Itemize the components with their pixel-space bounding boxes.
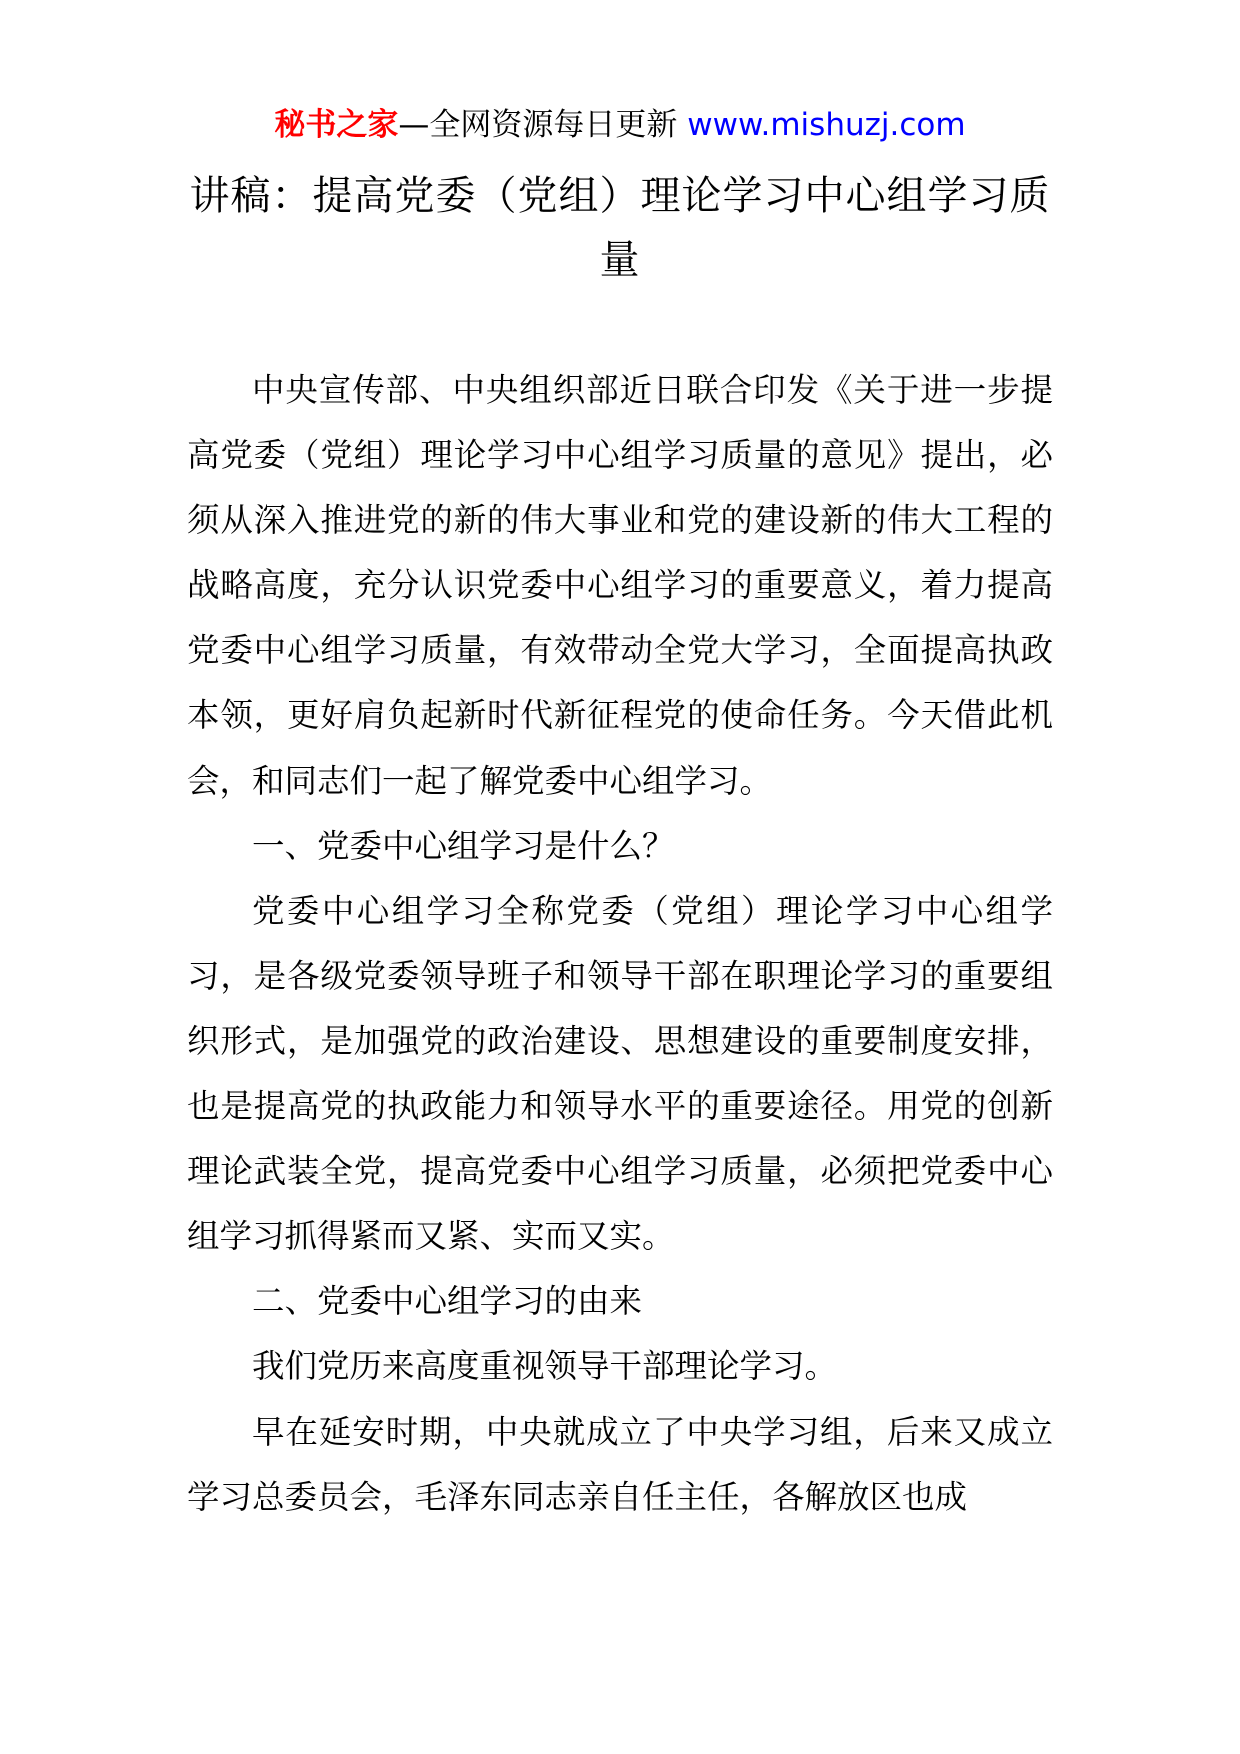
paragraph-section-2a: 我们党历来高度重视领导干部理论学习。 — [252, 1347, 838, 1386]
document-body — [187, 358, 1053, 1530]
site-header — [0, 103, 1240, 147]
site-brand: 秘书之家 — [274, 107, 399, 143]
section-heading-1: 一、党委中心组学习是什么？ — [252, 826, 675, 865]
site-url-link[interactable]: www.mishuzj.com — [687, 107, 966, 143]
document-title: 讲稿：提高党委（党组）理论学习中心组学习质量 — [189, 173, 1051, 283]
paragraph-section-2b: 早在延安时期，中央就成立了中央学习组，后来又成立学习总委员会，毛泽东同志亲自任主任，各解放区也成 — [187, 1412, 1053, 1516]
paragraph-intro: 中央宣传部、中央组织部近日联合印发《关于进一步提高党委（党组）理论学习中心组学习质量的意见》提出，必须从深入推进党的新的伟大事业和党的建设新的伟大工程的战略高度，充分认识党委中心组学习的重要意义，着力提高党委中心组学习质量，有效带动全党大学习，全面提高执政本领，更好肩负起新时代新征程党的使命任务。今天借此机会，和同志们一起了解党委中心组学习。 — [187, 371, 1053, 800]
paragraph-section-1: 党委中心组学习全称党委（党组）理论学习中心组学习，是各级党委领导班子和领导干部在职理论学习的重要组织形式，是加强党的政治建设、思想建设的重要制度安排，也是提高党的执政能力和领导水平的重要途径。用党的创新理论武装全党，提高党委中心组学习质量，必须把党委中心组学习抓得紧而又紧、实而又实。 — [187, 891, 1053, 1256]
section-heading-2: 二、党委中心组学习的由来 — [252, 1282, 643, 1321]
site-tagline: —全网资源每日更新 — [398, 107, 678, 143]
